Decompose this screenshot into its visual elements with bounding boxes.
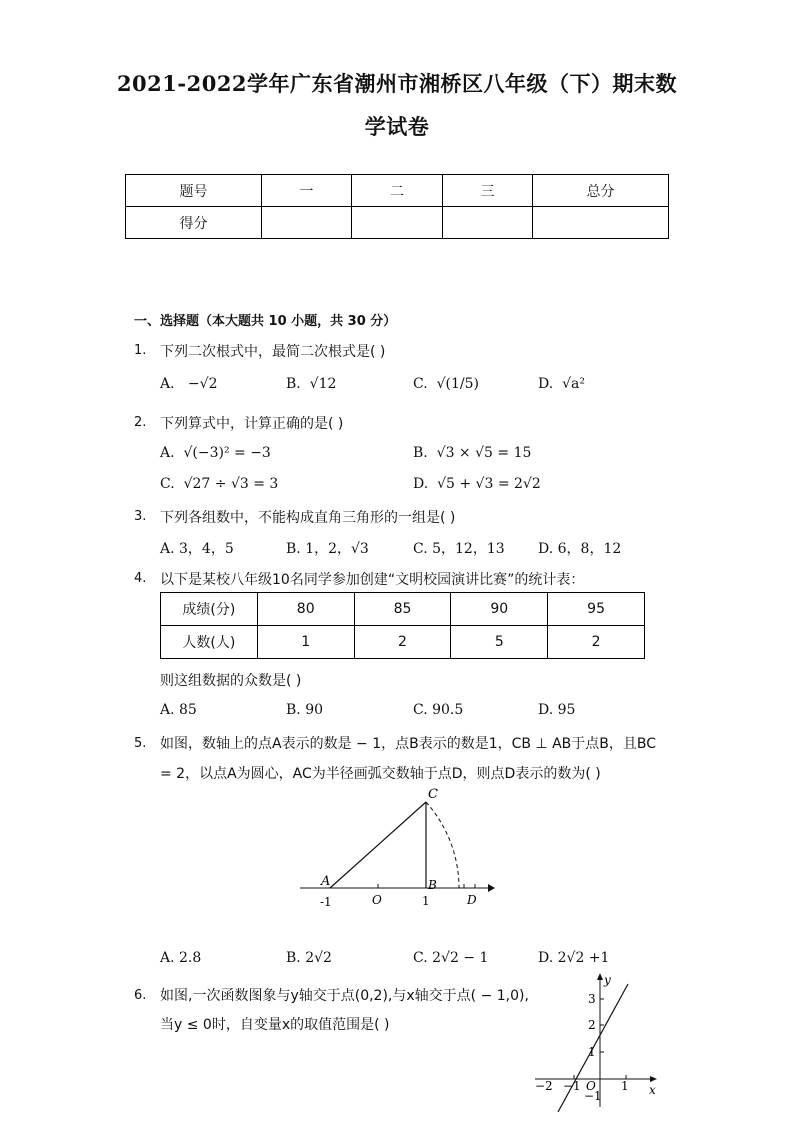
x-axis-label: x [649, 1083, 656, 1097]
q5-option-c: C. 2√2 − 1 [413, 950, 489, 966]
option-label: B. [413, 445, 428, 461]
stats-cell: 90 [451, 593, 548, 626]
label-d: D [467, 893, 477, 907]
stats-cell: 2 [354, 626, 451, 659]
linear-function-figure [530, 972, 670, 1112]
option-label: D. [538, 376, 554, 392]
y-axis-label: y [604, 973, 611, 987]
score-cell [352, 207, 443, 239]
question-number: 5. [134, 736, 147, 751]
document-title-line2: 学试卷 [364, 114, 430, 139]
option-label: C. [160, 476, 175, 492]
x-axis-arrow [650, 1076, 657, 1082]
statistics-table [160, 592, 645, 659]
document-title-line1: 2021-2022学年广东省潮州市湘桥区八年级（下）期末数 [116, 71, 678, 96]
q5-option-a: A. 2.8 [160, 950, 202, 966]
option-value: √5 + √3 = 2√2 [437, 476, 541, 492]
tick-label: 2 [588, 1018, 596, 1032]
stats-cell: 人数(人) [161, 626, 258, 659]
question-5-text-line2: = 2，以点A为圆心，AC为半径画弧交数轴于点D，则点D表示的数为( ) [160, 766, 601, 782]
option-value: √3 × √5 = 15 [436, 445, 532, 461]
stats-cell: 80 [257, 593, 354, 626]
option-value: √(−3)² = −3 [183, 445, 271, 461]
question-3-text: 下列各组数中，不能构成直角三角形的一组是( ) [160, 510, 456, 526]
q2-option-a [160, 445, 271, 461]
score-header-cell: 题号 [126, 175, 262, 207]
option-value: √27 ÷ √3 = 3 [183, 476, 279, 492]
q4-option-a: A. 85 [160, 702, 197, 718]
stats-cell: 1 [257, 626, 354, 659]
question-6-text-line2: 当y ≤ 0时，自变量x的取值范围是( ) [160, 1017, 390, 1033]
option-value: √12 [309, 376, 337, 392]
stats-cell: 成绩(分) [161, 593, 258, 626]
q1-option-c [413, 376, 479, 392]
score-table [125, 174, 669, 239]
q3-option-c: C. 5，12，13 [413, 541, 505, 557]
axis-arrow [488, 884, 495, 892]
score-header-cell: 二 [352, 175, 443, 207]
q4-option-c: C. 90.5 [413, 702, 464, 718]
number-line-figure [290, 780, 500, 910]
origin-label: O [586, 1079, 596, 1093]
score-header-cell: 三 [443, 175, 533, 207]
segment-ac [330, 802, 426, 888]
score-cell [533, 207, 669, 239]
stats-row-score [161, 593, 645, 626]
tick-label: 1 [588, 1045, 596, 1059]
option-label: C. [413, 376, 428, 392]
question-number: 3. [134, 509, 147, 524]
q5-option-d: D. 2√2 +1 [538, 950, 610, 966]
tick-label: −1 [563, 1079, 581, 1093]
label-one: 1 [422, 894, 430, 908]
question-4-text: 以下是某校八年级10名同学参加创建“文明校园演讲比赛”的统计表： [160, 572, 585, 588]
label-b: B [428, 878, 437, 892]
tick-label: −1 [584, 1089, 602, 1103]
stats-cell: 95 [548, 593, 645, 626]
option-label: A. [160, 445, 175, 461]
score-table-header-row [126, 175, 669, 207]
label-o: O [372, 893, 382, 907]
q3-option-a: A. 3，4，5 [160, 541, 234, 557]
label-minus1: -1 [320, 895, 332, 909]
question-4-followup: 则这组数据的众数是( ) [160, 673, 302, 689]
stats-cell: 85 [354, 593, 451, 626]
stats-cell: 2 [548, 626, 645, 659]
option-value: √(1/5) [436, 376, 479, 392]
section-heading: 一、选择题（本大题共 10 小题，共 30 分） [134, 314, 397, 329]
q1-option-a [160, 376, 217, 392]
question-5-text-line1: 如图，数轴上的点A表示的数是 − 1，点B表示的数是1，CB ⊥ AB于点B，且BC [160, 736, 657, 752]
score-cell [443, 207, 533, 239]
question-6-text-line1: 如图,一次函数图象与y轴交于点(0,2),与x轴交于点( − 1,0), [160, 988, 529, 1004]
tick-label: −2 [535, 1079, 553, 1093]
score-table-row [126, 207, 669, 239]
question-number: 4. [134, 571, 147, 586]
option-value: −√2 [187, 376, 218, 392]
y-axis-arrow [597, 973, 603, 980]
q2-option-c [160, 476, 278, 492]
tick-label: 3 [588, 992, 596, 1006]
q1-option-d [538, 376, 585, 392]
question-2-text: 下列算式中，计算正确的是( ) [160, 416, 344, 432]
option-label: B. [286, 376, 301, 392]
score-row-label: 得分 [126, 207, 262, 239]
q3-option-b: B. 1，2，√3 [286, 541, 369, 557]
q4-option-b: B. 90 [286, 702, 324, 718]
option-label: D. [413, 476, 429, 492]
q3-option-d: D. 6，8，12 [538, 541, 622, 557]
option-label: A. [160, 376, 175, 392]
label-c: C [428, 787, 438, 802]
stats-cell: 5 [451, 626, 548, 659]
option-value: √a² [562, 376, 585, 392]
arc-ad [426, 802, 459, 888]
question-number: 2. [134, 415, 147, 430]
stats-row-count [161, 626, 645, 659]
question-number: 1. [134, 343, 147, 358]
q5-option-b: B. 2√2 [286, 950, 332, 966]
q4-option-d: D. 95 [538, 702, 576, 718]
tick-label: 1 [621, 1079, 629, 1093]
question-1-text: 下列二次根式中，最简二次根式是( ) [160, 344, 386, 360]
score-header-cell: 总分 [533, 175, 669, 207]
score-header-cell: 一 [262, 175, 352, 207]
q2-option-b [413, 445, 531, 461]
question-number: 6. [134, 988, 147, 1003]
q2-option-d [413, 476, 541, 492]
label-a: A [321, 874, 331, 889]
score-cell [262, 207, 352, 239]
q1-option-b [286, 376, 336, 392]
